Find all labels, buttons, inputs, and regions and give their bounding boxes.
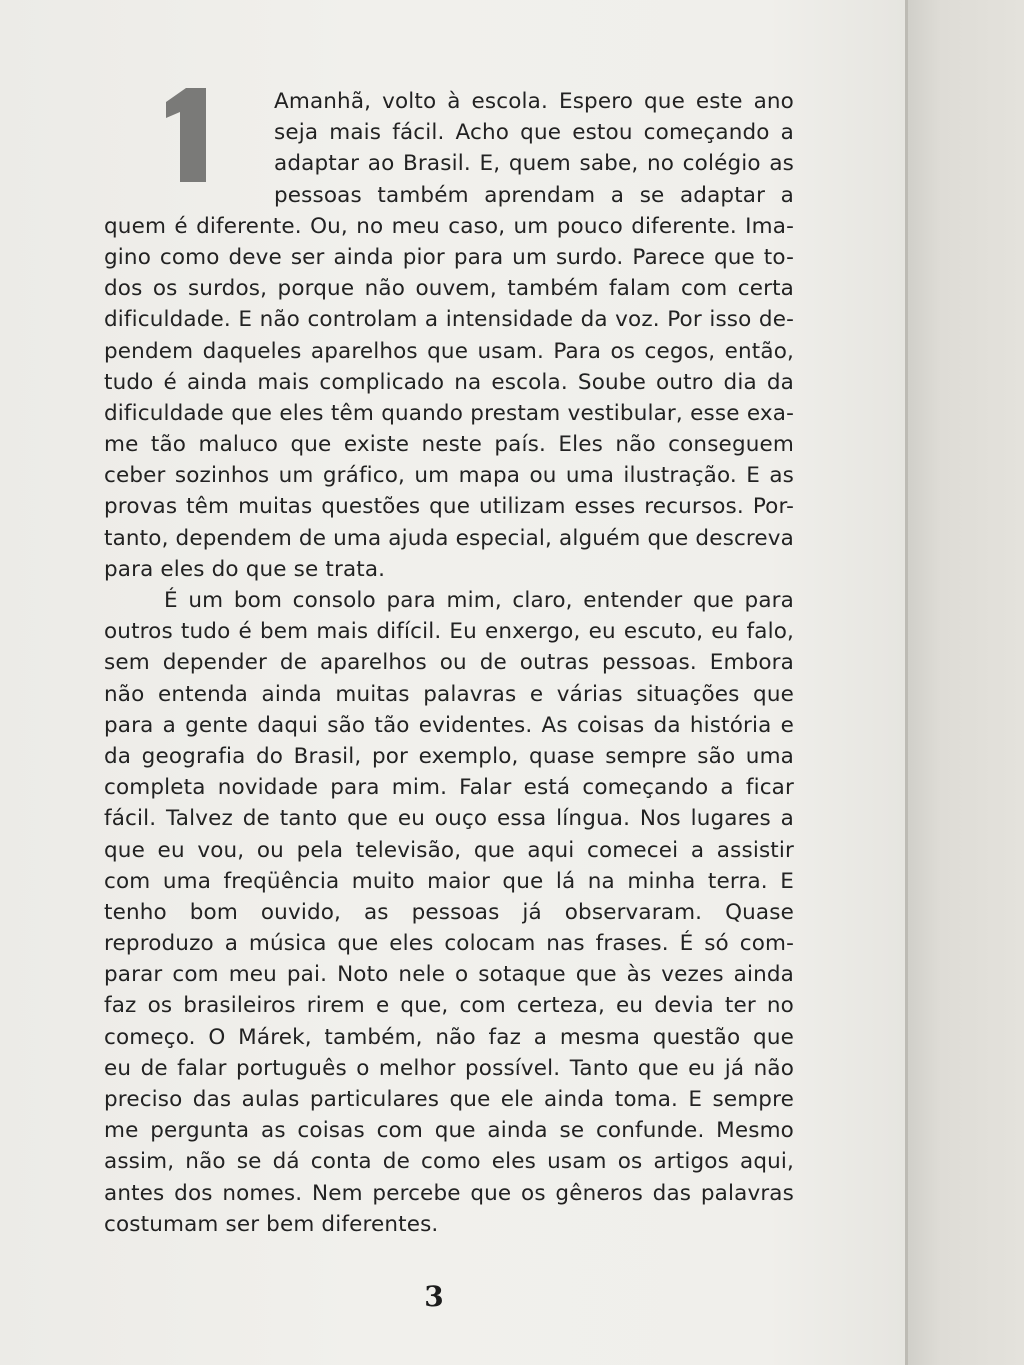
paragraph-2	[104, 585, 794, 1240]
text-line: eu de falar português o melhor possível. Tanto que eu já não	[104, 1055, 794, 1081]
text-line: dificuldade. E não controlam a intensidade da voz. Por isso de-	[104, 307, 794, 333]
text-line: para eles do que se trata.	[104, 556, 386, 582]
text-line: fácil. Talvez de tanto que eu ouço essa língua. Nos lugares a	[104, 806, 794, 832]
text-line: dificuldade que eles têm quando prestam vestibular, esse exa-	[104, 400, 794, 426]
text-line: sem depender de aparelhos ou de outras pessoas. Embora	[104, 650, 794, 676]
text-line: costumam ser bem diferentes.	[104, 1211, 439, 1237]
text-line: seja mais fácil. Acho que estou começando a	[274, 120, 794, 146]
text-line: preciso das aulas particulares que ele ainda toma. E sempre	[104, 1087, 794, 1113]
chapter-number-label: 1	[186, 148, 187, 149]
text-line: É um bom consolo para mim, claro, entender que para	[164, 588, 794, 614]
text-line: não entenda ainda muitas palavras e várias situações que	[104, 681, 794, 707]
text-line: parar com meu pai. Noto nele o sotaque que às vezes ainda	[104, 962, 794, 988]
page-number: 3	[424, 1280, 444, 1313]
text-line: para a gente daqui são tão evidentes. As coisas da história e	[104, 712, 794, 738]
text-line: me pergunta as coisas com que ainda se confunde. Mesmo	[104, 1118, 794, 1144]
text-line: quem é diferente. Ou, no meu caso, um pouco diferente. Ima-	[104, 213, 794, 239]
page-edge-shadow	[905, 0, 908, 1365]
text-line: completa novidade para mim. Falar está começando a ficar	[104, 775, 794, 801]
text-line: ceber sozinhos um gráfico, um mapa ou uma ilustração. E as	[104, 463, 794, 489]
text-line: da geografia do Brasil, por exemplo, quase sempre são uma	[104, 743, 794, 769]
text-line: antes dos nomes. Nem percebe que os gêneros das palavras	[104, 1180, 794, 1206]
body-text	[104, 86, 794, 1240]
paragraph-1	[104, 86, 794, 585]
text-line: pessoas também aprendam a se adaptar a	[274, 182, 794, 208]
text-line: tenho bom ouvido, as pessoas já observaram. Quase	[104, 899, 794, 925]
text-line: com uma freqüência muito maior que lá na minha terra. E	[104, 868, 794, 894]
text-line: Amanhã, volto à escola. Espero que este ano	[274, 89, 794, 114]
text-line: me tão maluco que existe neste país. Eles não conseguem	[104, 432, 794, 458]
text-line: gino como deve ser ainda pior para um surdo. Parece que to-	[104, 244, 794, 270]
adjacent-page-edge	[905, 0, 1024, 1365]
text-line: dos os surdos, porque não ouvem, também falam com certa	[104, 276, 794, 302]
text-line: provas têm muitas questões que utilizam esses recursos. Por-	[104, 494, 794, 520]
text-line: pendem daqueles aparelhos que usam. Para os cegos, então,	[104, 338, 794, 364]
text-line: adaptar ao Brasil. E, quem sabe, no colégio as	[274, 151, 794, 177]
text-line: tanto, dependem de uma ajuda especial, alguém que descreva	[104, 525, 794, 551]
text-line: reproduzo a música que eles colocam nas frases. É só com-	[104, 931, 794, 957]
text-line: outros tudo é bem mais difícil. Eu enxergo, eu escuto, eu falo,	[104, 619, 794, 645]
text-line: assim, não se dá conta de como eles usam os artigos aqui,	[104, 1149, 794, 1175]
text-line: tudo é ainda mais complicado na escola. Soube outro dia da	[104, 369, 794, 395]
text-line: começo. O Márek, também, não faz a mesma questão que	[104, 1024, 794, 1050]
text-line: faz os brasileiros rirem e que, com certeza, eu devia ter no	[104, 993, 794, 1019]
text-line: que eu vou, ou pela televisão, que aqui comecei a assistir	[104, 837, 794, 863]
